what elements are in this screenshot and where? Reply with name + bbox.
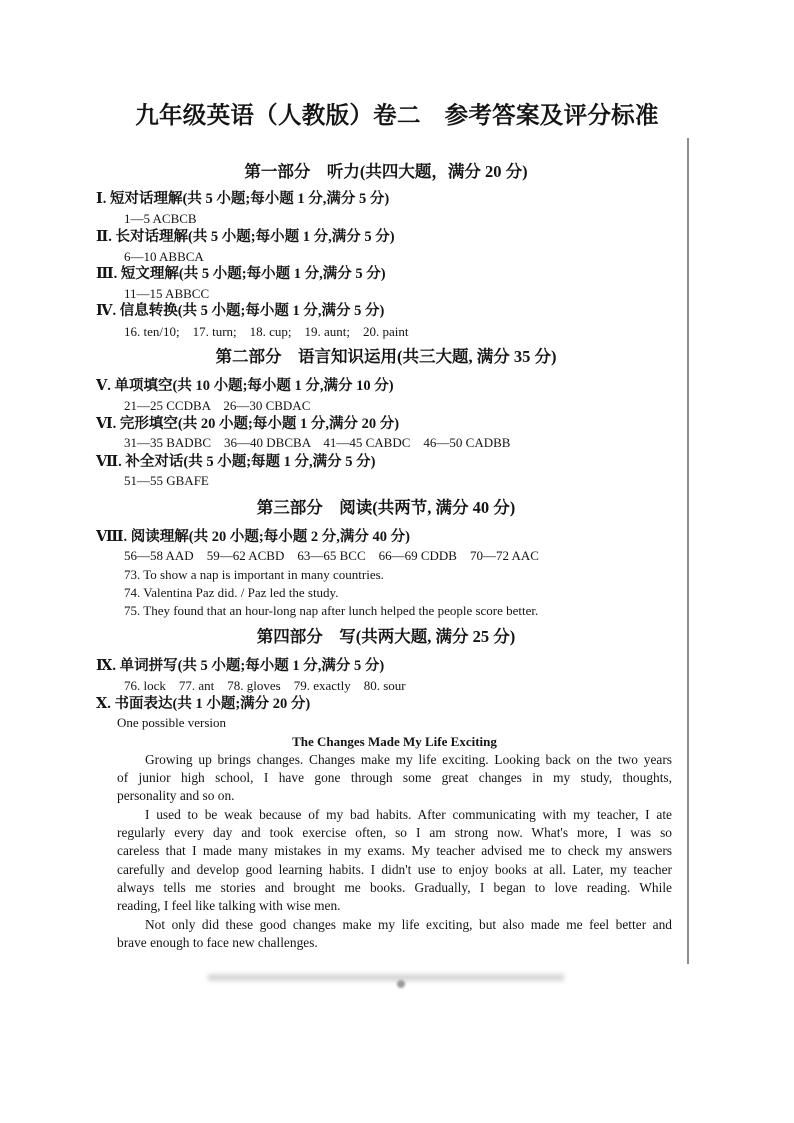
part-3-heading: 第三部分 阅读(共两节, 满分 40 分) [256,498,516,517]
answer-75: 75. They found that an hour-long nap after lunch helped the people score better. [124,602,539,618]
part-1-heading: 第一部分 听力(共四大题，满分 20 分) [244,162,528,181]
section-5-answers: 21—25 CCDBA 26—30 CBDAC [124,397,311,413]
model-essay [117,732,672,953]
section-4-label: Ⅳ. 信息转换(共 5 小题;每小题 1 分,满分 5 分) [96,302,385,319]
section-6-answers: 31—35 BADBC 36—40 DBCBA 41—45 CABDC 46—50 CADBB [124,434,511,450]
scan-border-line [687,138,689,964]
blurred-footer-smudge [208,974,564,981]
section-7-label: Ⅶ. 补全对话(共 5 小题;每题 1 分,满分 5 分) [96,453,376,470]
section-9-label: Ⅸ. 单词拼写(共 5 小题;每小题 1 分,满分 5 分) [96,657,385,674]
section-2-label: Ⅱ. 长对话理解(共 5 小题;每小题 1 分,满分 5 分) [96,228,395,245]
section-2-answers: 6—10 ABBCA [124,248,204,264]
section-4-answers: 16. ten/10; 17. turn; 18. cup; 19. aunt; 20. paint [124,323,409,339]
essay-paragraph-1 [117,751,672,806]
essay-line: brave enough to face new challenges. [117,934,318,950]
section-3-label: Ⅲ. 短文理解(共 5 小题;每小题 1 分,满分 5 分) [96,265,386,282]
section-5-label: Ⅴ. 单项填空(共 10 小题;每小题 1 分,满分 10 分) [96,377,394,394]
essay-line: of junior high school, I have gone through some great changes in my study, thoughts, [117,769,672,785]
section-1-answers: 1—5 ACBCB [124,210,197,226]
possible-version-note: One possible version [117,714,227,730]
essay-line: careless that I made many mistakes in my exams. My teacher advised me to check my answers [117,843,672,859]
essay-line: regularly every day and took exercise often, so I am strong now. What's more, I was so [117,824,672,840]
essay-line: reading, I feel like talking with wise men. [117,898,341,914]
document-title: 九年级英语（人教版）卷二 参考答案及评分标准 [135,103,659,129]
essay-title: The Changes Made My Life Exciting [292,733,497,749]
section-3-answers: 11—15 ABBCC [124,285,210,301]
part-4-heading: 第四部分 写(共两大题, 满分 25 分) [256,627,516,646]
section-7-answers: 51—55 GBAFE [124,472,209,488]
essay-line: personality and so on. [117,788,235,804]
section-8-answers: 56—58 AAD 59—62 ACBD 63—65 BCC 66—69 CDDB 70—72 AAC [124,547,539,563]
answer-74: 74. Valentina Paz did. / Paz led the study. [124,584,339,600]
section-10-label: Ⅹ. 书面表达(共 1 小题;满分 20 分) [96,695,311,712]
section-6-label: Ⅵ. 完形填空(共 20 小题;每小题 1 分,满分 20 分) [96,415,400,432]
essay-line: I used to be weak because of my bad habits. After communicating with my teacher, I ate [145,806,672,822]
essay-line: always tells me stories and brought me books. Gradually, I began to love reading. While [117,879,672,895]
essay-line: Growing up brings changes. Changes make my life exciting. Looking back on the two years [145,751,672,767]
part-2-heading: 第二部分 语言知识运用(共三大题, 满分 35 分) [215,347,557,366]
essay-line: carefully and develop good learning habits. I didn't use to enjoy books at all. Later, my teacher [117,861,672,877]
section-1-label: Ⅰ. 短对话理解(共 5 小题;每小题 1 分,满分 5 分) [96,190,390,207]
answer-73: 73. To show a nap is important in many countries. [124,566,384,582]
essay-line: Not only did these good changes make my life exciting, but also made me feel better and [145,916,672,932]
essay-paragraph-3 [117,916,672,953]
essay-paragraph-2 [117,806,672,916]
section-8-label: Ⅷ. 阅读理解(共 20 小题;每小题 2 分,满分 40 分) [96,528,410,545]
section-9-answers: 76. lock 77. ant 78. gloves 79. exactly 80. sour [124,677,406,693]
scan-dot-mark [397,980,405,988]
